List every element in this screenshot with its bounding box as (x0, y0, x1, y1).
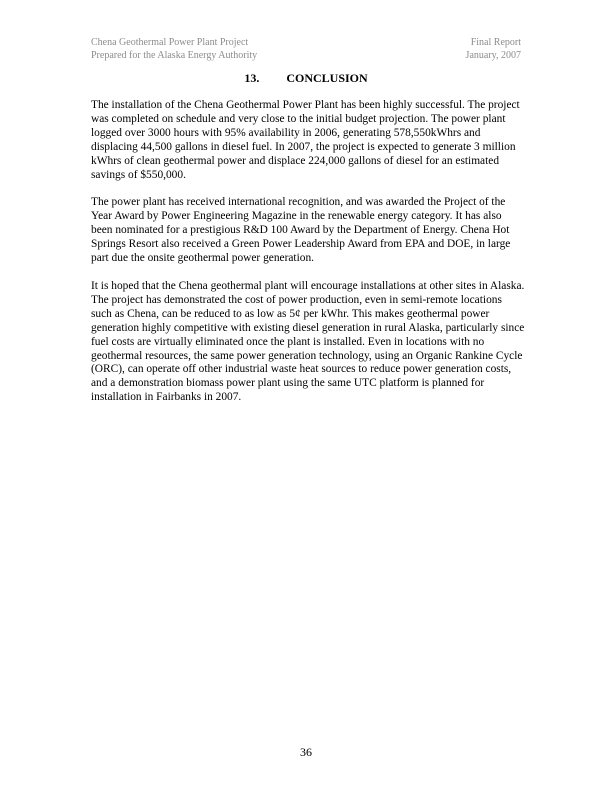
paragraph-3: It is hoped that the Chena geothermal plant will encourage installations at other sites in Alaska. The project has demonstrated the cost of power production, even in semi-remote locations such as Chena, can be reduced to as low as 5¢ per kWhr. This makes geothermal power generation highly competitive with existing diesel generation in rural Alaska, particularly since fuel costs are virtually eliminated once the plant is installed. Even in locations with no geothermal resources, the same power generation technology, using an Organic Rankine Cycle (ORC), can operate off other industrial waste heat sources to reduce power generation costs, and a demonstration biomass power plant using the same UTC platform is planned for installation in Fairbanks in 2007. (91, 279, 525, 404)
section-title: CONCLUSION (286, 71, 368, 85)
paragraph-1: The installation of the Chena Geothermal Power Plant has been highly successful. The project was completed on schedule and very close to the initial budget projection. The power plant logged over 3000 hours with 95% availability in 2006, generating 578,550kWhrs and displacing 44,500 gallons in diesel fuel. In 2007, the project is expected to generate 3 million kWhrs of clean geothermal power and displace 224,000 gallons of diesel for an estimated savings of $550,000. (91, 99, 520, 181)
paragraph-2: The power plant has received international recognition, and was awarded the Project of the Year Award by Power Engineering Magazine in the renewable energy category. It has also been nominated for a prestigious R&D 100 Award by the Department of Energy. Chena Hot Springs Resort also received a Green Power Leadership Award from EPA and DOE, in large part due the onsite geothermal power generation. (91, 196, 511, 265)
body-text (91, 99, 525, 419)
section-heading (0, 71, 612, 86)
project-name: Chena Geothermal Power Plant Project (91, 37, 249, 48)
running-header-left (91, 37, 257, 62)
report-type: Final Report (470, 37, 521, 48)
page-number: 36 (300, 745, 312, 759)
prepared-for: Prepared for the Alaska Energy Authority (91, 49, 258, 61)
section-number: 13. (244, 71, 260, 85)
report-date: January, 2007 (465, 49, 521, 61)
running-header-right (466, 37, 521, 62)
